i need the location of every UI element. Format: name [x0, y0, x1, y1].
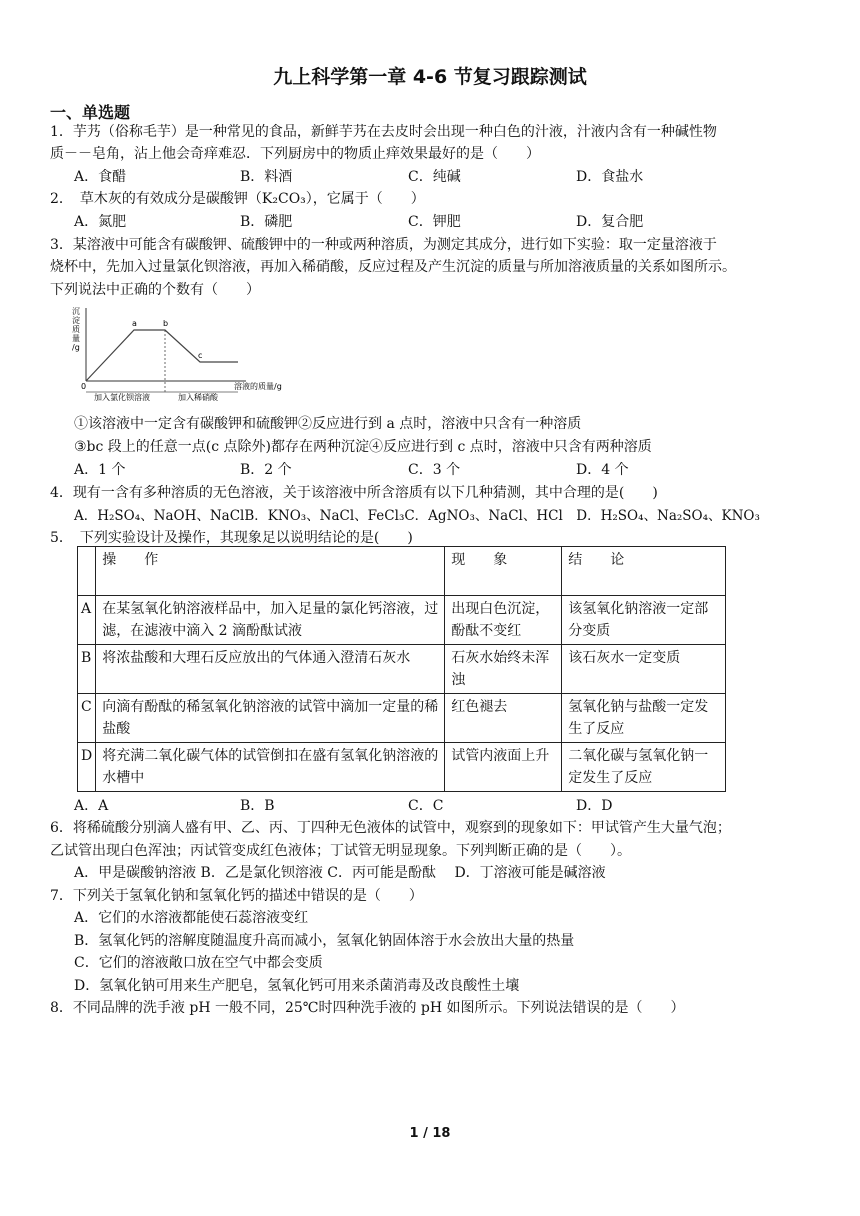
q5-option-b: B．B	[240, 798, 275, 814]
q3-statement-1: ①该溶液中一定含有碳酸钾和硫酸钾②反应进行到 a 点时，溶液中只含有一种溶质	[74, 416, 582, 432]
q2-option-b: B．磷肥	[240, 214, 293, 230]
table-row	[78, 645, 726, 694]
question-4-line-1: 4．现有一含有多种溶质的无色溶液，关于该溶液中所含溶质有以下几种猜测，其中合理的是( )	[50, 485, 658, 501]
precipitate-graph	[66, 304, 296, 404]
row-operation: 在某氢氧化钠溶液样品中，加入足量的氯化钙溶液，过滤，在滤液中滴入 2 滴酚酞试液	[96, 596, 445, 645]
table-header-conclusion: 结 论	[562, 547, 726, 596]
q1-option-a: A．食醋	[74, 169, 127, 185]
row-phenomenon: 石灰水始终未浑浊	[445, 645, 562, 694]
q7-option-b: B．氢氧化钙的溶解度随温度升高而减小，氢氧化钠固体溶于水会放出大量的热量	[74, 933, 575, 949]
question-6-line-1: 6．将稀硫酸分别滴人盛有甲、乙、丙、丁四种无色液体的试管中，观察到的现象如下：甲试管产生大量气泡；	[50, 820, 731, 836]
q2-option-c: C．钾肥	[408, 214, 461, 230]
graph-ylabel-3: 质	[72, 325, 80, 334]
row-conclusion: 该氢氧化钠溶液一定部分变质	[562, 596, 726, 645]
question-7-line-1: 7．下列关于氢氧化钠和氢氧化钙的描述中错误的是（ ）	[50, 888, 423, 904]
q7-option-d: D．氢氧化钠可用来生产肥皂，氢氧化钙可用来杀菌消毒及改良酸性土壤	[74, 978, 520, 994]
question-4-options: A．H₂SO₄、NaOH、NaClB．KNO₃、NaCl、FeCl₃C．AgNO₃、NaCl、HCl D．H₂SO₄、Na₂SO₄、KNO₃	[74, 508, 760, 524]
table-header-operation: 操 作	[96, 547, 445, 596]
q2-option-a: A．氮肥	[74, 214, 127, 230]
q1-option-b: B．料酒	[240, 169, 293, 185]
q5-option-a: A．A	[74, 798, 109, 814]
table-header-id	[78, 547, 96, 596]
question-1-line-2: 质－－皂角，沾上他会奇痒难忍．下列厨房中的物质止痒效果最好的是（ ）	[50, 146, 540, 162]
row-id: C	[78, 694, 96, 743]
q3-option-c: C．3 个	[408, 462, 461, 478]
question-3-line-3: 下列说法中正确的个数有（ ）	[50, 282, 260, 298]
row-phenomenon: 试管内液面上升	[445, 743, 562, 792]
graph-point-a: a	[132, 319, 137, 328]
q3-option-a: A．1 个	[74, 462, 126, 478]
graph-point-c: c	[198, 351, 203, 360]
graph-ylabel-1: 沉	[72, 307, 80, 316]
graph-segment-2-label: 加入稀硝酸	[178, 393, 218, 402]
q7-option-a: A．它们的水溶液都能使石蕊溶液变红	[74, 910, 309, 926]
row-conclusion: 氢氧化钠与盐酸一定发生了反应	[562, 694, 726, 743]
row-operation: 向滴有酚酞的稀氢氧化钠溶液的试管中滴加一定量的稀盐酸	[96, 694, 445, 743]
row-id: A	[78, 596, 96, 645]
page-number: 1 / 18	[409, 1126, 451, 1141]
row-phenomenon: 红色褪去	[445, 694, 562, 743]
table-row	[78, 743, 726, 792]
row-operation: 将充满二氧化碳气体的试管倒扣在盛有氢氧化钠溶液的水槽中	[96, 743, 445, 792]
row-id: D	[78, 743, 96, 792]
graph-origin: 0	[81, 382, 87, 391]
section-heading: 一、单选题	[50, 103, 131, 122]
row-conclusion: 二氧化碳与氢氧化钠一定发生了反应	[562, 743, 726, 792]
graph-curve	[86, 330, 238, 381]
graph-point-b: b	[163, 319, 169, 328]
q1-option-c: C．纯碱	[408, 169, 461, 185]
experiment-table	[77, 546, 726, 792]
q2-option-d: D．复合肥	[576, 214, 644, 230]
question-1-line-1: 1．芋艿（俗称毛芋）是一种常见的食品，新鲜芋艿在去皮时会出现一种白色的汁液，汁液内含有一种碱性物	[50, 124, 717, 140]
q5-option-d: D．D	[576, 798, 613, 814]
graph-ylabel-4: 量	[72, 334, 80, 343]
table-row	[78, 596, 726, 645]
graph-ylabel-5: /g	[72, 343, 80, 352]
q3-option-d: D．4 个	[576, 462, 629, 478]
question-6-line-2: 乙试管出现白色浑浊；丙试管变成红色液体；丁试管无明显现象。下列判断正确的是（ ）。	[50, 843, 631, 859]
q5-option-c: C．C	[408, 798, 444, 814]
graph-ylabel-2: 淀	[72, 316, 80, 325]
table-row	[78, 694, 726, 743]
page-title: 九上科学第一章 4-6 节复习跟踪测试	[273, 66, 587, 88]
table-header-row	[78, 547, 726, 596]
row-operation: 将浓盐酸和大理石反应放出的气体通入澄清石灰水	[96, 645, 445, 694]
row-id: B	[78, 645, 96, 694]
row-conclusion: 该石灰水一定变质	[562, 645, 726, 694]
question-3-line-2: 烧杯中，先加入过量氯化钡溶液，再加入稀硝酸，反应过程及产生沉淀的质量与所加溶液质量的关系如图所示。	[50, 259, 736, 275]
q3-statement-2: ③bc 段上的任意一点(c 点除外)都存在两种沉淀④反应进行到 c 点时，溶液中只含有两种溶质	[74, 439, 652, 455]
question-8-line-1: 8．不同品牌的洗手液 pH 一般不同，25℃时四种洗手液的 pH 如图所示。下列说法错误的是（ ）	[50, 1000, 685, 1016]
row-phenomenon: 出现白色沉淀，酚酞不变红	[445, 596, 562, 645]
question-3-line-1: 3．某溶液中可能含有碳酸钾、硫酸钾中的一种或两种溶质，为测定其成分，进行如下实验：取一定量溶液于	[50, 237, 717, 253]
q7-option-c: C．它们的溶液敞口放在空气中都会变质	[74, 955, 323, 971]
q1-option-d: D．食盐水	[576, 169, 644, 185]
graph-xlabel: 溶液的质量/g	[234, 382, 282, 391]
graph-segment-1-label: 加入氯化钡溶液	[94, 393, 150, 402]
table-header-phenomenon: 现 象	[445, 547, 562, 596]
question-5-line-1: 5． 下列实验设计及操作，其现象足以说明结论的是( )	[50, 530, 413, 546]
question-6-options: A．甲是碳酸钠溶液 B．乙是氯化钡溶液 C．丙可能是酚酞 D．丁溶液可能是碱溶液	[74, 865, 606, 881]
q3-option-b: B．2 个	[240, 462, 292, 478]
question-2-line-1: 2． 草木灰的有效成分是碳酸钾（K₂CO₃），它属于（ ）	[50, 191, 425, 207]
